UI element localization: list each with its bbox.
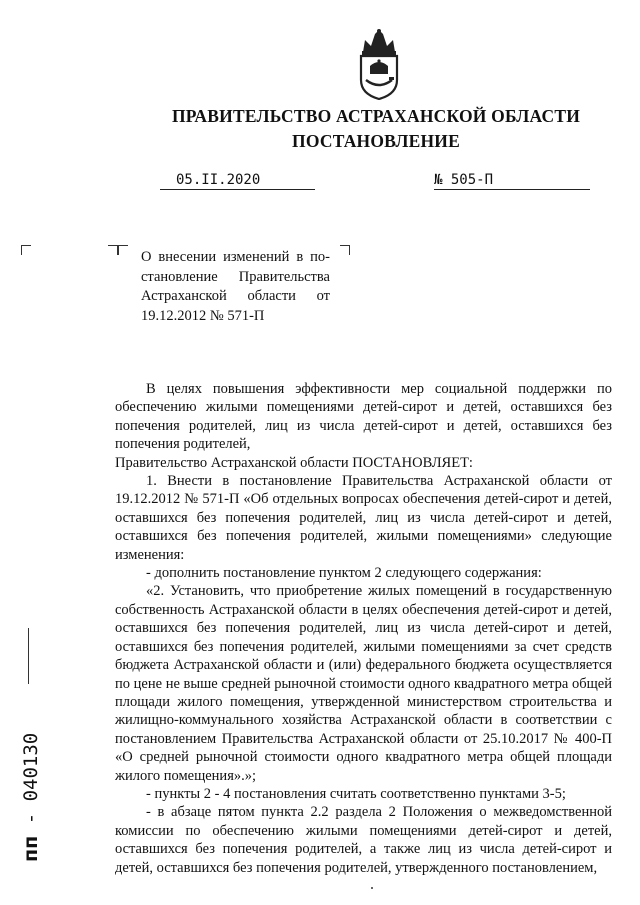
title-line: 19.12.2012 № 571-П (141, 307, 265, 324)
body-paragraph: - дополнить постановление пунктом 2 следующего содержания: (146, 565, 542, 582)
title-line: становление Правительства (141, 268, 330, 285)
document-number: № 505-П (434, 172, 494, 188)
body-paragraph: В целях повышения эффективности мер социальной поддержки по обеспечению жилыми помещениями детей-сирот и детей, оставшихся без попечения родителей, лиц из числа детей-сирот и детей, оставшихся без попечения родителей, (115, 381, 612, 453)
body-paragraph: - в абзаце пятом пункта 2.2 раздела 2 Положения о межведомственной комиссии по обеспечению жилыми помещениями детей-сирот и детей, оставшихся без попечения родителей, а также лиц из числа детей-сирот и детей, оставшихся без попечения родителей, утвержденного постановлением, (115, 804, 612, 876)
body-paragraph: 1. Внести в постановление Правительства Астраханской области от 19.12.2012 № 571-П «Об отдельных вопросах обеспечения детей-сирот и детей, оставшихся без попечения родителей, лиц из числа детей-сирот и детей, оставшихся без попечения родителей, жилыми помещениями» следующие изменения: (115, 473, 612, 563)
date-underline (160, 189, 315, 190)
body-paragraph: «2. Установить, что приобретение жилых помещений в государственную собственность Астраханской области в целях обеспечения детей-сирот и детей, оставшихся без попечения родителей, лиц из числа детей-сирот и детей, оставшихся без попечения родителей, жилыми помещениями за счет средств бюджета Астраханской области и (или) федерального бюджета осуществляется по цене не выше средней рыночной стоимости одного квадратного метра общей площади жилого помещения, утвержденной министерством строительства и жилищно-коммунального хозяйства Астраханской области в соответствии с постановлением Правительства Астраханской области от 25.10.2017 № 400-П «О средней рыночной стоимости одного квадратного метра общей площади жилого помещения».»; (115, 583, 612, 784)
corner-mark-left (21, 245, 31, 255)
resolution-statement: Правительство Астраханской области ПОСТАНОВЛЯЕТ: (115, 454, 473, 471)
document-title (141, 248, 330, 326)
document-type-heading: ПОСТАНОВЛЕНИЕ (292, 131, 460, 151)
title-line: Астраханской области от (141, 288, 330, 304)
coat-of-arms-emblem (349, 28, 409, 100)
corner-mark-right (340, 245, 350, 255)
corner-mark-mid-a (108, 245, 118, 255)
government-heading: ПРАВИТЕЛЬСТВО АСТРАХАНСКОЙ ОБЛАСТИ (171, 106, 581, 126)
number-underline (434, 189, 590, 190)
stamp-code: - 040130 (20, 732, 42, 825)
document-body (115, 380, 612, 877)
corner-mark-mid-b (118, 245, 128, 255)
document-date: 05.II.2020 (176, 172, 261, 188)
title-line: О внесении изменений в по- (141, 249, 330, 265)
body-paragraph: - пункты 2 - 4 постановления считать соответственно пунктами 3-5; (146, 785, 566, 802)
margin-registration-stamp (20, 733, 42, 862)
stamp-prefix: пп (20, 835, 42, 862)
margin-line (28, 628, 29, 684)
scan-speck (371, 887, 373, 889)
